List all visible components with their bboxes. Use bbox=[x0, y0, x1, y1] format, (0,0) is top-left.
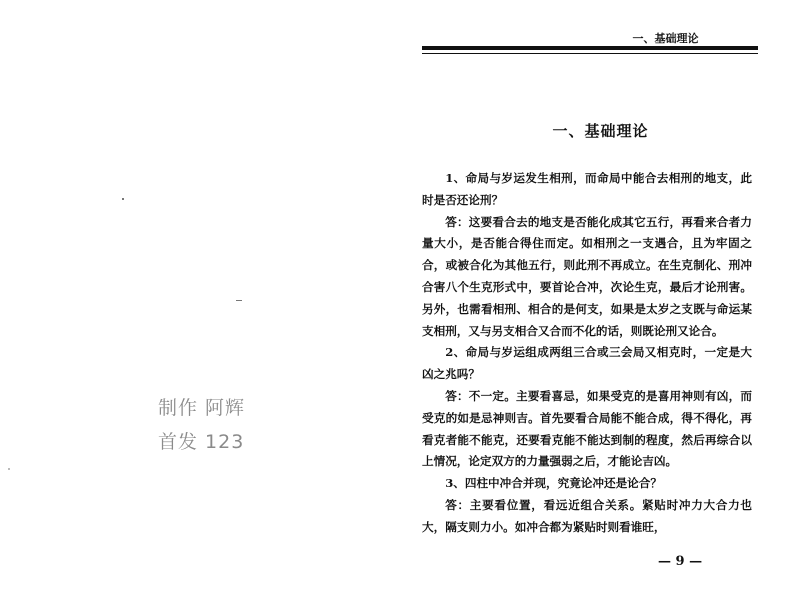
question-2: 2、命局与岁运组成两组三合或三会局又相克时，一定是大凶之兆吗？ bbox=[422, 345, 752, 382]
section-title: 一、基础理论 bbox=[552, 122, 649, 140]
body-text bbox=[422, 168, 752, 539]
scan-speck bbox=[122, 198, 124, 200]
header-rule-thick bbox=[422, 46, 758, 50]
question-3: 3、四柱中冲合并现，究竟论冲还是论合？ bbox=[445, 476, 662, 491]
watermark-release: 首发 123 bbox=[158, 431, 245, 453]
header-rule-thin bbox=[422, 53, 758, 54]
answer-2: 答：不一定。主要看喜忌，如果受克的是喜用神则有凶，而受克的如是忌神则吉。首先要看合局能不能合成，得不得化，再看克者能不能克，还要看克能不能达到制的程度，然后再综合以上情况，论定双方的力量强弱之后，才能论吉凶。 bbox=[422, 388, 752, 469]
question-1: 1、命局与岁运发生相刑，而命局中能合去相刑的地支，此时是否还论刑？ bbox=[422, 171, 752, 207]
right-page bbox=[408, 0, 793, 610]
page-number: — 9 — bbox=[658, 554, 703, 569]
running-header: 一、基础理论 bbox=[632, 32, 699, 45]
answer-3: 答：主要看位置，看远近组合关系。紧贴时冲力大合力也大，隔支则力小。如冲合都为紧贴时则看谁旺， bbox=[422, 497, 752, 534]
scan-speck bbox=[8, 468, 10, 470]
watermark-credit: 制作 阿辉 bbox=[158, 397, 246, 419]
scan-speck bbox=[236, 300, 242, 301]
answer-1: 答：这要看合去的地支是否能化成其它五行，再看来合者力量大小，是否能合得住而定。如相刑之一支遇合，且为牢固之合，或被合化为其他五行，则此刑不再成立。在生克制化、刑冲合害八个生克形式中，要首论合冲，次论生克，最后才论刑害。另外，也需看相刑、相合的是何支，如果是太岁之支既与命运某支相刑，又与另支相合又合而不化的话，则既论刑又论合。 bbox=[422, 214, 752, 338]
